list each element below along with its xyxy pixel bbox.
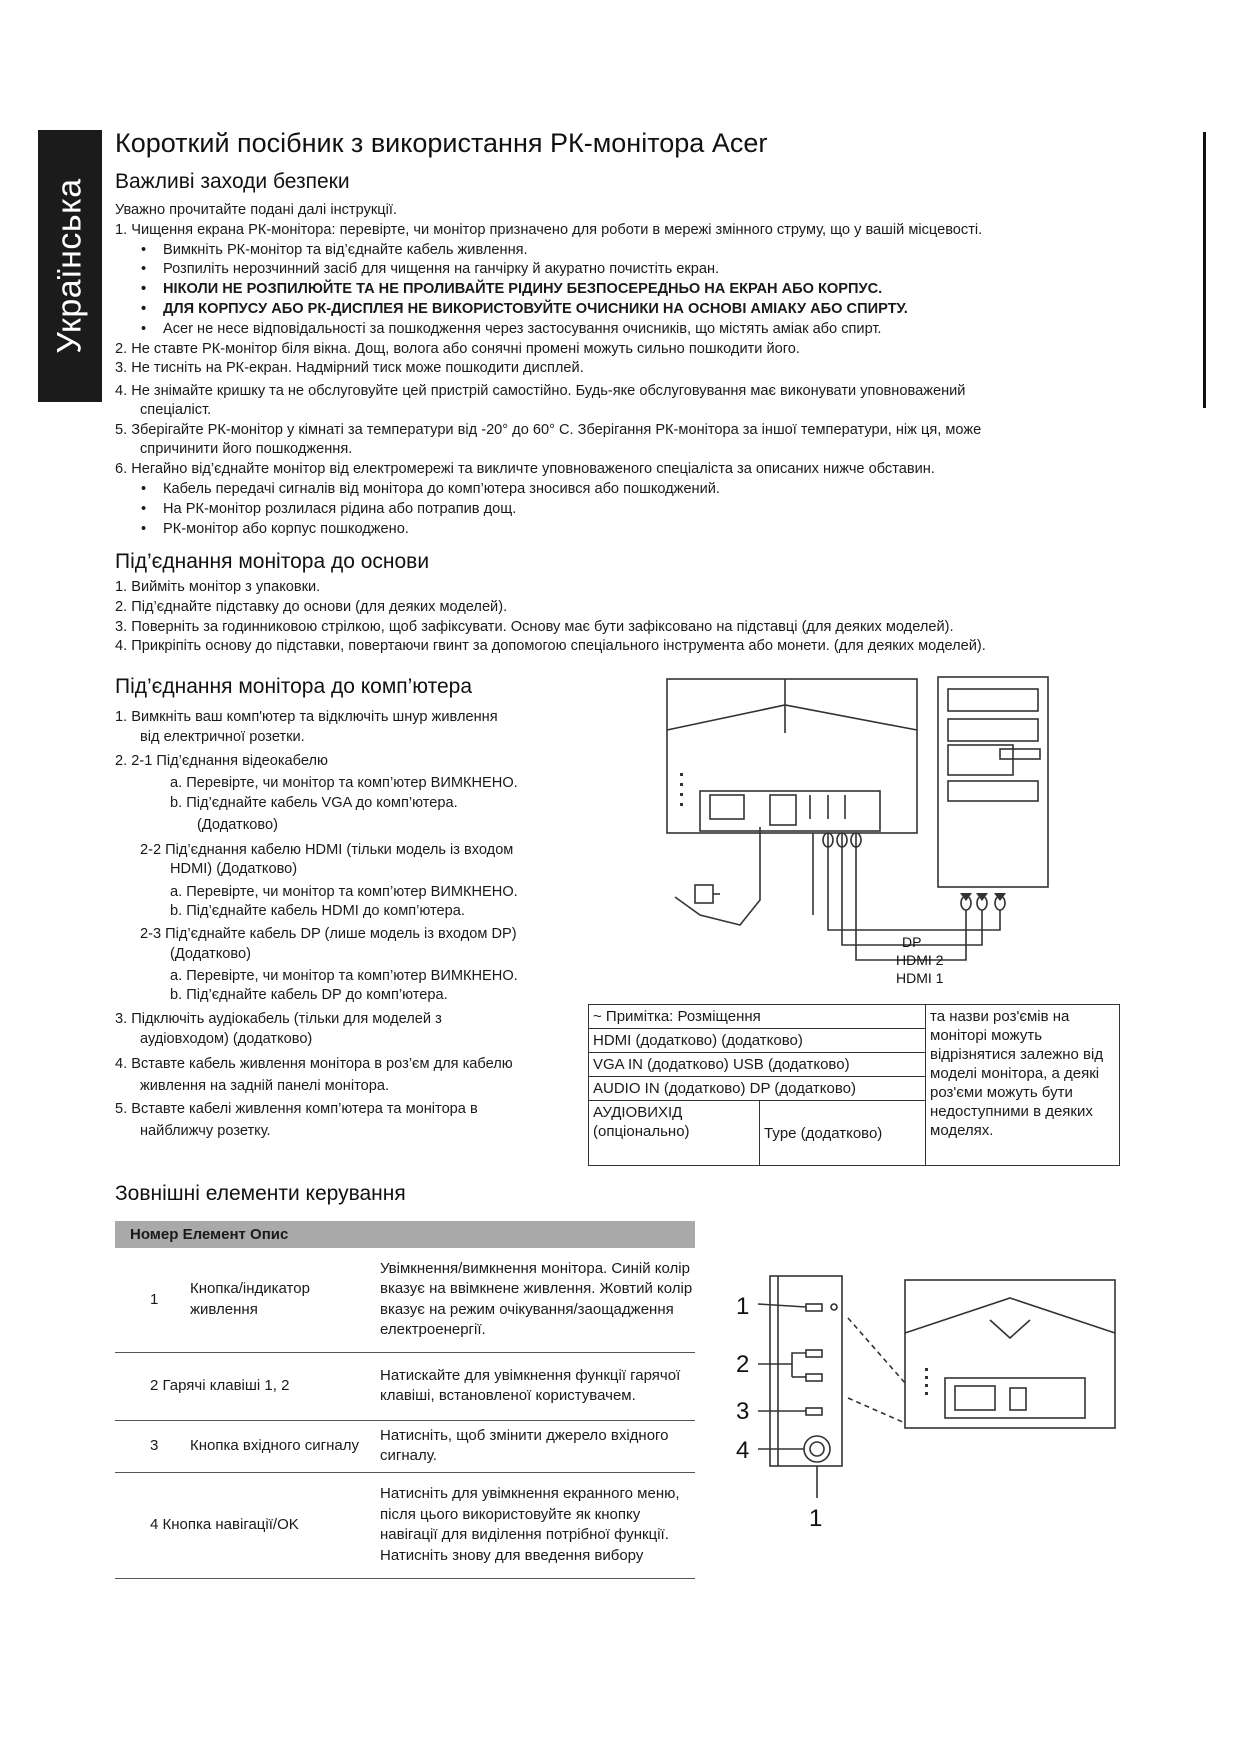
- controls-table-header: Номер Елемент Опис: [115, 1221, 695, 1248]
- computer-step-5: 5. Вставте кабелі живлення комп’ютера та монітора в: [115, 1101, 478, 1117]
- computer-step-5-cont: найближчу розетку.: [140, 1123, 271, 1139]
- safety-item-2: 2. Не ставте РК-монітор біля вікна. Дощ, волога або сонячні промені можуть сильно пошкодити його.: [115, 341, 800, 357]
- callout-1: 1: [736, 1293, 750, 1320]
- computer-step-3: 3. Підключіть аудіокабель (тільки для моделей з: [115, 1011, 442, 1027]
- table-row: [115, 1352, 695, 1420]
- controls-table: [115, 1221, 695, 1579]
- control-num: 2 Гарячі клавіші 1, 2: [115, 1352, 380, 1420]
- callout-4: 4: [736, 1437, 750, 1464]
- computer-step-3-cont: аудіовходом) (додатково): [140, 1031, 313, 1047]
- safety-bullet: • НІКОЛИ НЕ РОЗПИЛЮЙТЕ ТА НЕ ПРОЛИВАЙТЕ РІДИНУ БЕЗПОСЕРЕДНЬО НА ЕКРАН АБО КОРПУС.: [163, 280, 882, 300]
- table-row: [115, 1472, 695, 1578]
- base-heading: Під’єднання монітора до основи: [115, 550, 430, 573]
- safety-bullet: • Вимкніть РК-монітор та від’єднайте кабель живлення.: [163, 241, 528, 261]
- hdmi2-label: HDMI 2: [896, 952, 944, 968]
- safety-item-6: 6. Негайно від’єднайте монітор від електромережі та викличте уповноваженого спеціаліста за описаних нижче обставин.: [115, 461, 935, 477]
- control-element: Кнопка/індикатор живлення: [190, 1248, 380, 1352]
- base-step: 3. Поверніть за годинниковою стрілкою, щоб зафіксувати. Основу має бути зафіксовано на підставці (для деяких моделей).: [115, 619, 954, 635]
- computer-step-2-3b: b. Під’єднайте кабель DP до комп’ютера.: [170, 987, 448, 1003]
- computer-step-2: 2. 2-1 Під’єднання відеокабелю: [115, 753, 328, 769]
- safety-item-1: 1. Чищення екрана РК-монітора: перевірте, чи монітор призначено для роботи в мережі змінного струму, що у вашій місцевості.: [115, 222, 983, 238]
- computer-step-2-1b: b. Під’єднайте кабель VGA до комп’ютера.: [170, 795, 458, 811]
- safety-bullet: • РК-монітор або корпус пошкоджено.: [163, 520, 409, 540]
- note-row: Type (додатково): [760, 1101, 926, 1166]
- note-row: VGA IN (додатково) USB (додатково): [589, 1053, 926, 1077]
- computer-tower-outline: [938, 677, 1048, 887]
- computer-step-2-2b: b. Під’єднайте кабель HDMI до комп’ютера.: [170, 903, 465, 919]
- control-desc: Натисніть, щоб змінити джерело вхідного сигналу.: [380, 1420, 695, 1472]
- computer-step-4-cont: живлення на задній панелі монітора.: [140, 1078, 389, 1094]
- control-desc: Натисніть для увімкнення екранного меню, після цього використовуйте як кнопку навігації для виділення потрібної функції. Натисніть знову для введення вибору: [380, 1472, 695, 1578]
- note-header: ~ Примітка: Розміщення: [589, 1005, 926, 1029]
- control-desc: Увімкнення/вимкнення монітора. Синій колір вказує на ввімкнене живлення. Жовтий колір вказує на режим очікування/заощадження електроенергії.: [380, 1248, 695, 1352]
- connector-note-table: [588, 1004, 1120, 1166]
- safety-item-5-cont: спричинити його пошкодження.: [140, 441, 353, 457]
- base-step: 2. Під’єднайте підставку до основи (для деяких моделей).: [115, 599, 508, 615]
- computer-step-1-cont: від електричної розетки.: [140, 729, 305, 745]
- table-row: [115, 1420, 695, 1472]
- control-desc: Натискайте для увімкнення функції гарячої клавіші, встановленої користувачем.: [380, 1352, 695, 1420]
- control-num: 1: [115, 1248, 190, 1352]
- safety-item-5: 5. Зберігайте РК-монітор у кімнаті за температури від -20° до 60° C. Зберігання РК-монітора за іншої температури, ніж ця, може: [115, 422, 982, 438]
- base-step: 1. Вийміть монітор з упаковки.: [115, 579, 321, 595]
- computer-step-2-2a: a. Перевірте, чи монітор та комп’ютер ВИМКНЕНО.: [170, 884, 518, 900]
- callout-1-bottom: 1: [809, 1505, 823, 1532]
- safety-item-3: 3. Не тисніть на РК-екран. Надмірний тиск може пошкодити дисплей.: [115, 360, 584, 376]
- safety-item-4-cont: спеціаліст.: [140, 402, 212, 418]
- safety-bullet: • Розпиліть нерозчинний засіб для чищення на ганчірку й акуратно почистіть екран.: [163, 260, 719, 280]
- control-element: Кнопка вхідного сигналу: [190, 1420, 380, 1472]
- computer-step-2-2-cont: HDMI) (Додатково): [170, 861, 298, 877]
- note-side-text: та назви роз'ємів на моніторі можуть відрізнятися залежно від моделі монітора, а деякі роз'єми можуть бути недоступними в деяких моделях.: [926, 1005, 1120, 1166]
- note-row: HDMI (додатково) (додатково): [589, 1029, 926, 1053]
- control-num: 4 Кнопка навігації/OK: [115, 1472, 380, 1578]
- callout-2: 2: [736, 1351, 750, 1378]
- computer-step-2-3a: a. Перевірте, чи монітор та комп’ютер ВИМКНЕНО.: [170, 968, 518, 984]
- controls-diagram: [720, 1268, 1120, 1538]
- computer-step-2-1a: a. Перевірте, чи монітор та комп’ютер ВИМКНЕНО.: [170, 775, 518, 791]
- language-tab-label: Українська: [50, 178, 89, 354]
- connection-diagram: [660, 675, 1120, 995]
- safety-item-4: 4. Не знімайте кришку та не обслуговуйте цей пристрій самостійно. Будь-яке обслуговування має виконувати уповноважений: [115, 383, 966, 399]
- callout-3: 3: [736, 1398, 750, 1425]
- controls-heading: Зовнішні елементи керування: [115, 1182, 406, 1205]
- safety-intro: Уважно прочитайте подані далі інструкції.: [115, 202, 397, 218]
- computer-step-4: 4. Вставте кабель живлення монітора в роз’єм для кабелю: [115, 1056, 513, 1072]
- computer-step-2-1c: (Додатково): [197, 817, 278, 833]
- language-tab: [38, 130, 102, 402]
- computer-step-2-2: 2-2 Під’єднання кабелю HDMI (тільки модель із входом: [140, 842, 514, 858]
- computer-step-1: 1. Вимкніть ваш комп'ютер та відключіть шнур живлення: [115, 709, 498, 725]
- computer-step-2-3-cont: (Додатково): [170, 946, 251, 962]
- safety-heading: Важливі заходи безпеки: [115, 170, 350, 193]
- computer-heading: Під’єднання монітора до комп’ютера: [115, 675, 473, 698]
- base-step: 4. Прикріпіть основу до підставки, повертаючи гвинт за допомогою спеціального інструмента або монети. (для деяких моделей).: [115, 638, 986, 654]
- table-row: [115, 1248, 695, 1352]
- safety-bullet: • На РК-монітор розлилася рідина або потрапив дощ.: [163, 500, 516, 520]
- dp-label: DP: [902, 934, 922, 950]
- note-row: AUDIO IN (додатково) DP (додатково): [589, 1077, 926, 1101]
- control-num: 3: [115, 1420, 190, 1472]
- hdmi1-label: HDMI 1: [896, 970, 944, 986]
- note-row: АУДІОВИХІД (опціонально): [589, 1101, 760, 1166]
- page-title: Короткий посібник з використання РК-монітора Acer: [115, 128, 768, 158]
- right-margin-bar: [1203, 132, 1206, 408]
- safety-bullet: • ДЛЯ КОРПУСУ АБО РК-ДИСПЛЕЯ НЕ ВИКОРИСТОВУЙТЕ ОЧИСНИКИ НА ОСНОВІ АМІАКУ АБО СПИРТУ.: [163, 300, 908, 320]
- computer-step-2-3: 2-3 Під’єднайте кабель DP (лише модель із входом DP): [140, 926, 517, 942]
- safety-bullet: • Acer не несе відповідальності за пошкодження через застосування очисників, що містять аміак або спирт.: [163, 320, 881, 340]
- safety-bullet: • Кабель передачі сигналів від монітора до комп’ютера зносився або пошкоджений.: [163, 480, 720, 500]
